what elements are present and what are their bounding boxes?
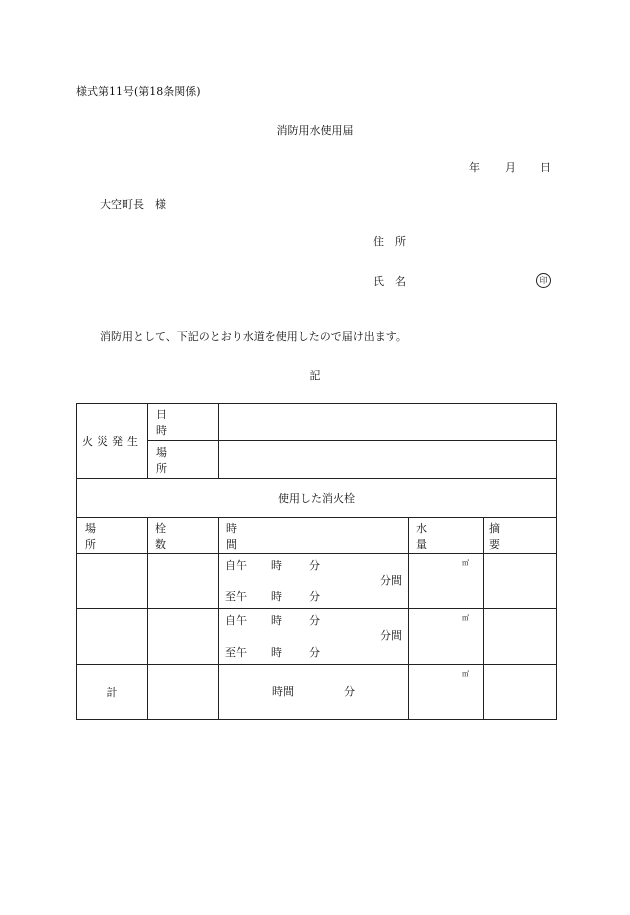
- hydrant-section-cell: [77, 479, 557, 518]
- ki-heading: 記: [309, 369, 321, 382]
- datetime-label-cell: [148, 404, 219, 441]
- row1-from-hour: 時: [271, 559, 282, 572]
- header-time: 時間: [226, 521, 390, 551]
- datetime-label: 日時: [156, 408, 203, 437]
- row2-minutes-span: 分間: [380, 629, 402, 642]
- header-note: 摘要: [489, 521, 540, 551]
- header-water-cell: [409, 518, 484, 554]
- row1-place: [77, 554, 148, 609]
- header-count: 栓数: [155, 521, 204, 551]
- row1-from-minute: 分: [309, 559, 320, 572]
- row2-to-minute: 分: [309, 646, 320, 659]
- header-note-cell: [484, 518, 557, 554]
- total-time: [219, 665, 409, 720]
- row1-to: 至午: [225, 590, 247, 603]
- row2-to-hour: 時: [271, 646, 282, 659]
- date-day: 日: [540, 161, 551, 174]
- row2-count: [148, 609, 219, 665]
- total-hours: 時間: [272, 685, 294, 698]
- datetime-value-cell: [219, 404, 557, 441]
- row2-note: [484, 609, 557, 665]
- row2-from-minute: 分: [309, 614, 320, 627]
- row2-from-hour: 時: [271, 614, 282, 627]
- fire-label-cell: [77, 404, 148, 479]
- row1-unit: ㎥: [462, 559, 469, 567]
- row2-unit: ㎥: [462, 614, 469, 622]
- row1-minutes-span: 分間: [380, 574, 402, 587]
- fire-label: 火災発生: [82, 435, 142, 448]
- hydrant-section-title: 使用した消火栓: [278, 492, 355, 505]
- row1-to-hour: 時: [271, 590, 282, 603]
- address-label: 住 所: [373, 235, 406, 248]
- body-text: 消防用として、下記のとおり水道を使用したので届け出ます。: [100, 330, 407, 343]
- row2-from: 自午: [225, 614, 247, 627]
- header-count-cell: [148, 518, 219, 554]
- date-month: 月: [505, 161, 516, 174]
- place-label-cell: [148, 441, 219, 479]
- row2-water: [409, 609, 484, 665]
- row1-from: 自午: [225, 559, 247, 572]
- total-water: [409, 665, 484, 720]
- place-label: 場所: [156, 445, 203, 475]
- row2-time: [219, 609, 409, 665]
- total-note: [484, 665, 557, 720]
- header-water: 水量: [416, 521, 466, 551]
- total-label-cell: [77, 665, 148, 720]
- row1-water: [409, 554, 484, 609]
- place-value-cell: [219, 441, 557, 479]
- document-title: 消防用水使用届: [276, 124, 354, 137]
- header-place-cell: [77, 518, 148, 554]
- total-label: 計: [106, 686, 118, 699]
- form-number: 様式第11号(第18条関係): [76, 85, 201, 98]
- date-year: 年: [469, 161, 480, 174]
- row2-place: [77, 609, 148, 665]
- usage-table: [76, 403, 557, 720]
- header-place: 場所: [85, 521, 134, 551]
- total-minutes: 分: [344, 685, 355, 698]
- header-time-cell: [219, 518, 409, 554]
- name-label: 氏 名: [373, 275, 406, 288]
- total-count: [148, 665, 219, 720]
- row2-to: 至午: [225, 646, 247, 659]
- row1-count: [148, 554, 219, 609]
- total-unit: ㎥: [462, 670, 469, 678]
- row1-note: [484, 554, 557, 609]
- seal-mark: 印: [536, 273, 551, 288]
- row1-time: [219, 554, 409, 609]
- addressee: 大空町長 様: [100, 198, 166, 211]
- row1-to-minute: 分: [309, 590, 320, 603]
